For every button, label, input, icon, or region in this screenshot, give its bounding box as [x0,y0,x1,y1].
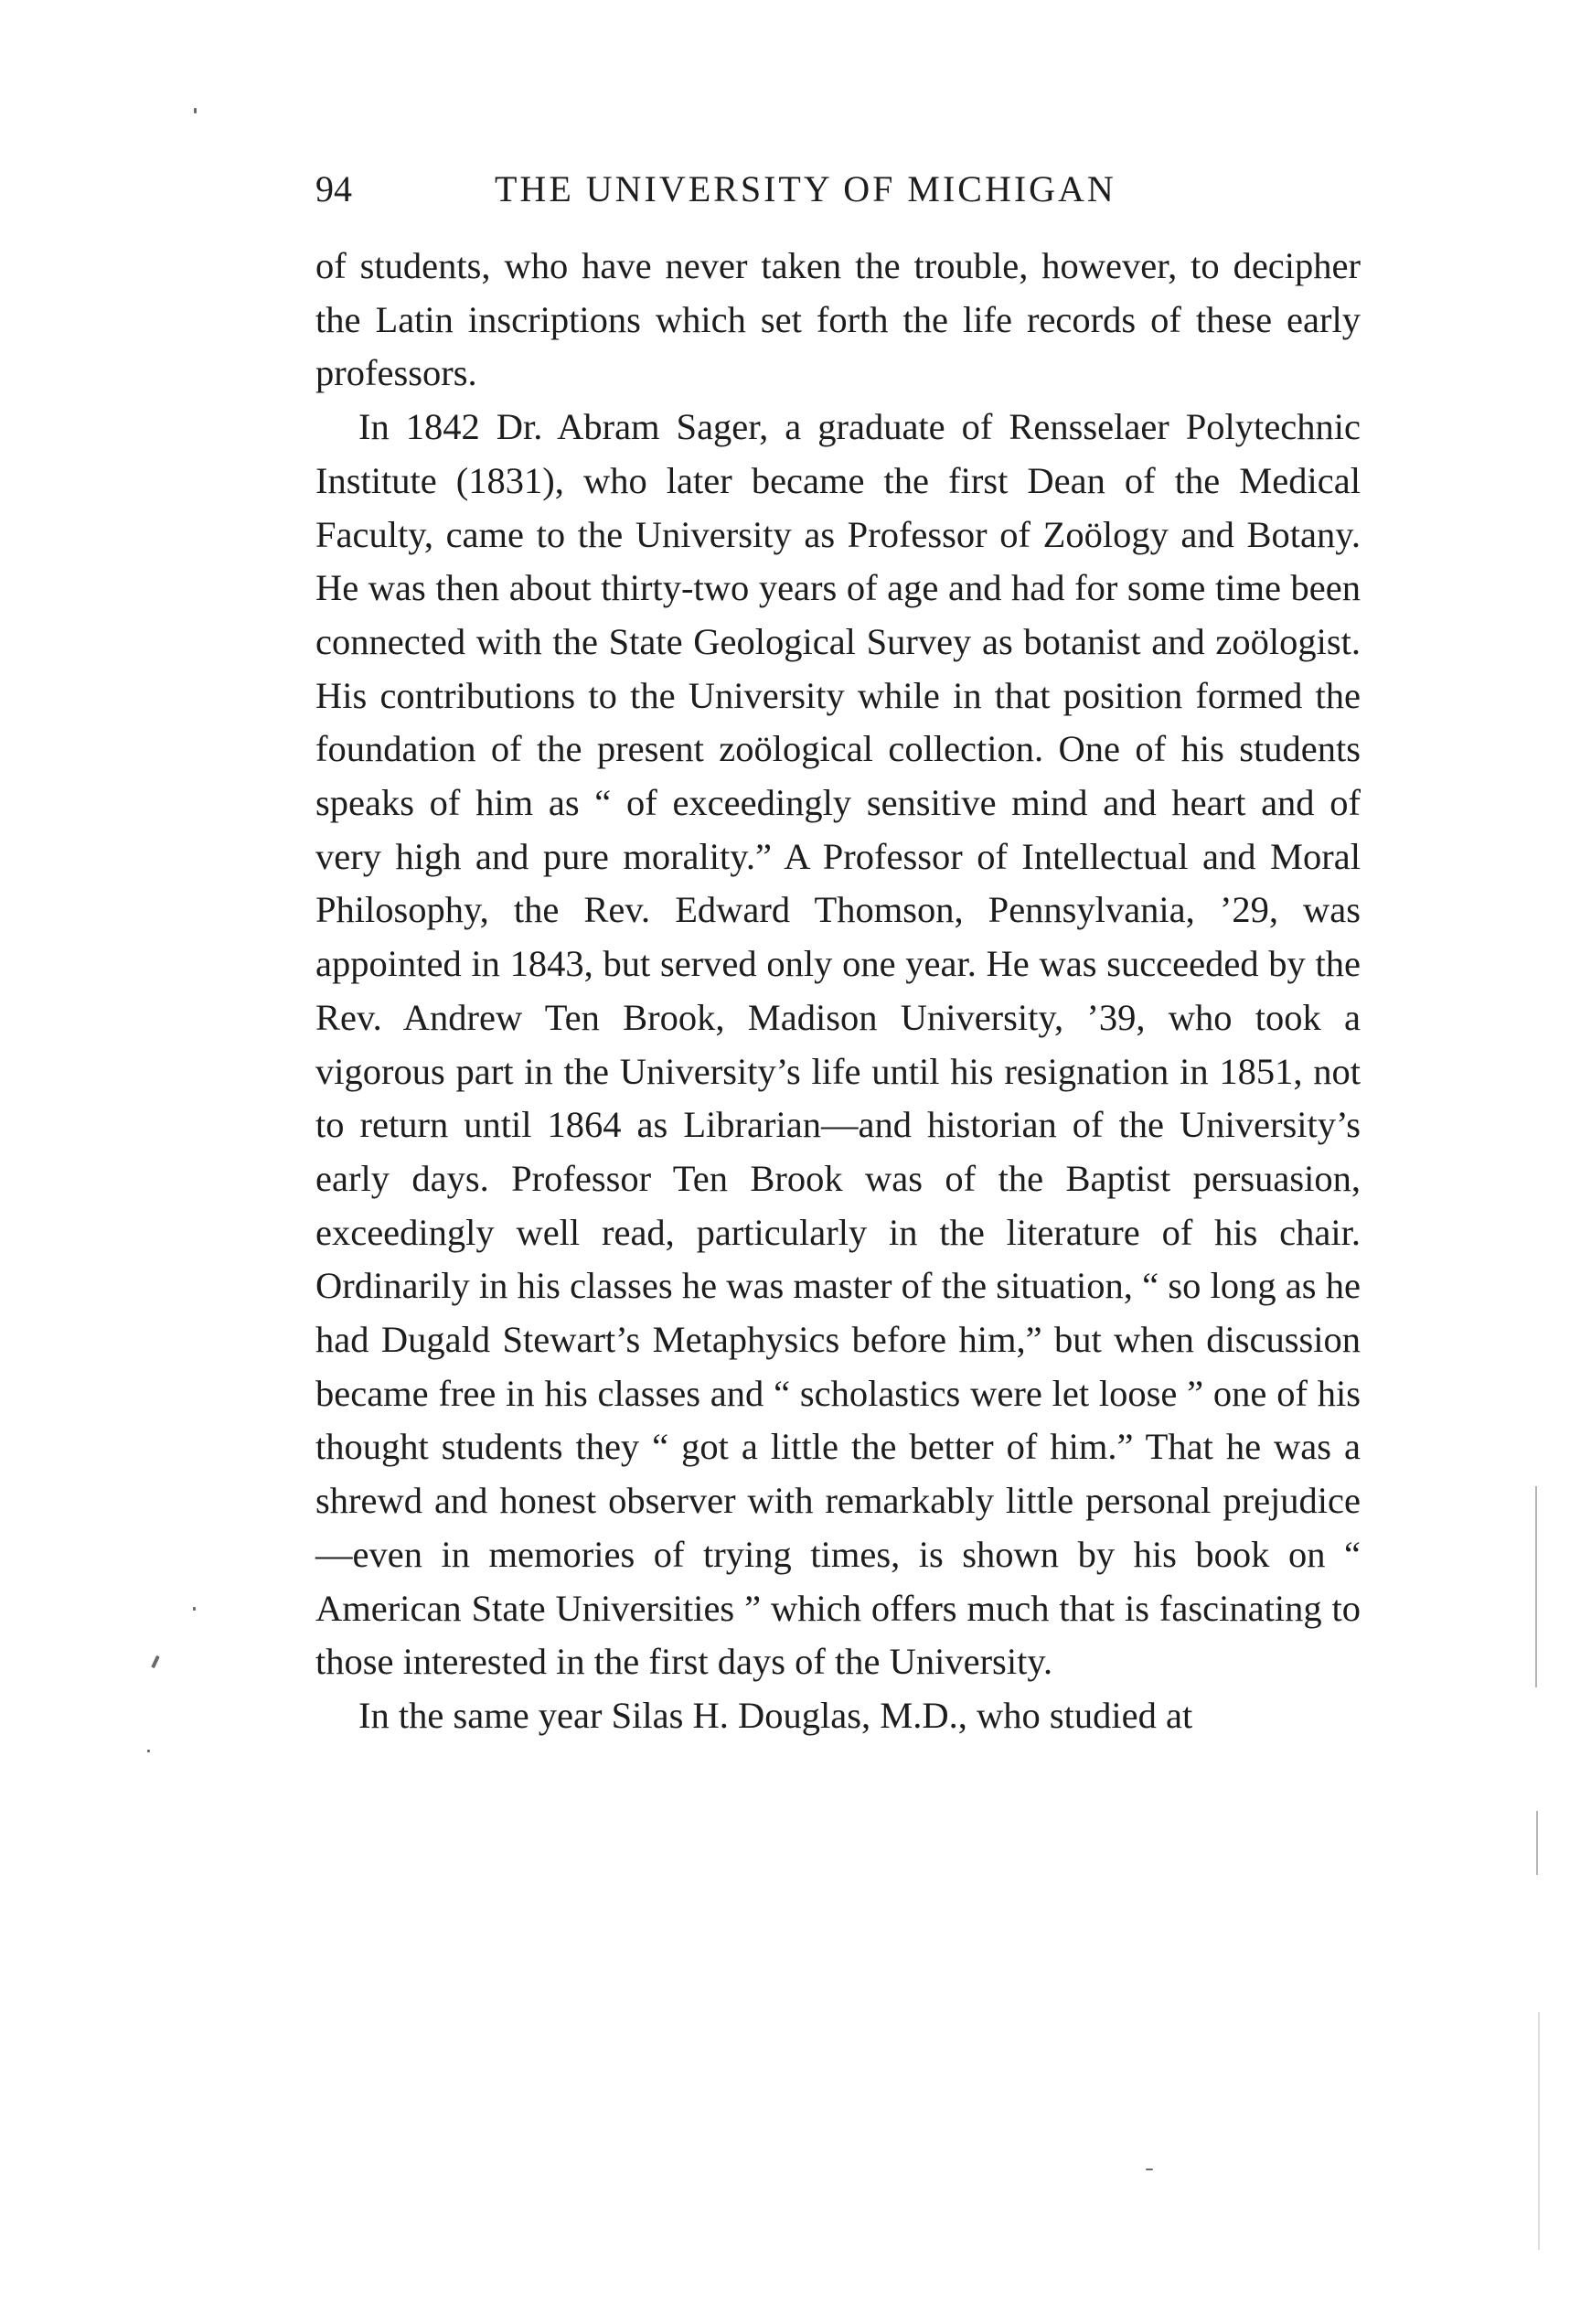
body-text [315,240,1361,1743]
paragraph-continuation: of students, who have never taken the trouble, however, to decipher the Latin inscriptions which set forth the life records of these early professors. [315,245,1361,394]
scan-edge-line [1538,2012,1540,2250]
running-title: THE UNIVERSITY OF MICHIGAN [495,168,1116,209]
scan-speck [194,108,197,113]
running-head [315,157,1361,221]
scan-speck [147,1750,150,1752]
scan-edge-line [1535,1486,1537,1687]
paragraph-douglas: In the same year Silas H. Douglas, M.D., who studied at [358,1694,1193,1736]
paragraph-sager: In 1842 Dr. Abram Sager, a graduate of Rensselaer Polytechnic Institute (1831), who later became the first Dean of the Medical Faculty, came to the University as Professor of Zoölogy and Botany. He was then about thirty-two years of age and had for some time been connected with the State Geological Survey as botanist and zoölogist. His contributions to the University while in that position formed the foundation of the present zoölogical collection. One of his students speaks of him as “ of exceedingly sensitive mind and heart and of very high and pure morality.” A Professor of Intellectual and Moral Philosophy, the Rev. Edward Thomson, Pennsylvania, ’29, was appointed in 1843, but served only one year. He was succeeded by the Rev. Andrew Ten Brook, Madison University, ’39, who took a vigorous part in the University’s life until his resignation in 1851, not to return until 1864 as Librarian—and historian of the University’s early days. Professor Ten Brook was of the Baptist persuasion, exceedingly well read, particularly in the literature of his chair. Ordinarily in his classes he was master of the situation, “ so long as he had Dugald Stewart’s Metaphysics before him,” but when discussion became free in his classes and “ scholastics were let loose ” one of his thought students they “ got a little the better of him.” That he was a shrewd and honest observer with remarkably little personal prejudice—even in memories of trying times, is shown by his book on “ American State Universities ” which offers much that is fascinating to those interested in the first days of the University. [315,406,1361,1683]
page-number: 94 [315,168,352,209]
scan-speck [1146,2169,1153,2170]
scan-speck [151,1655,160,1668]
scan-edge-line [1536,1811,1538,1875]
scan-speck [193,1607,196,1611]
